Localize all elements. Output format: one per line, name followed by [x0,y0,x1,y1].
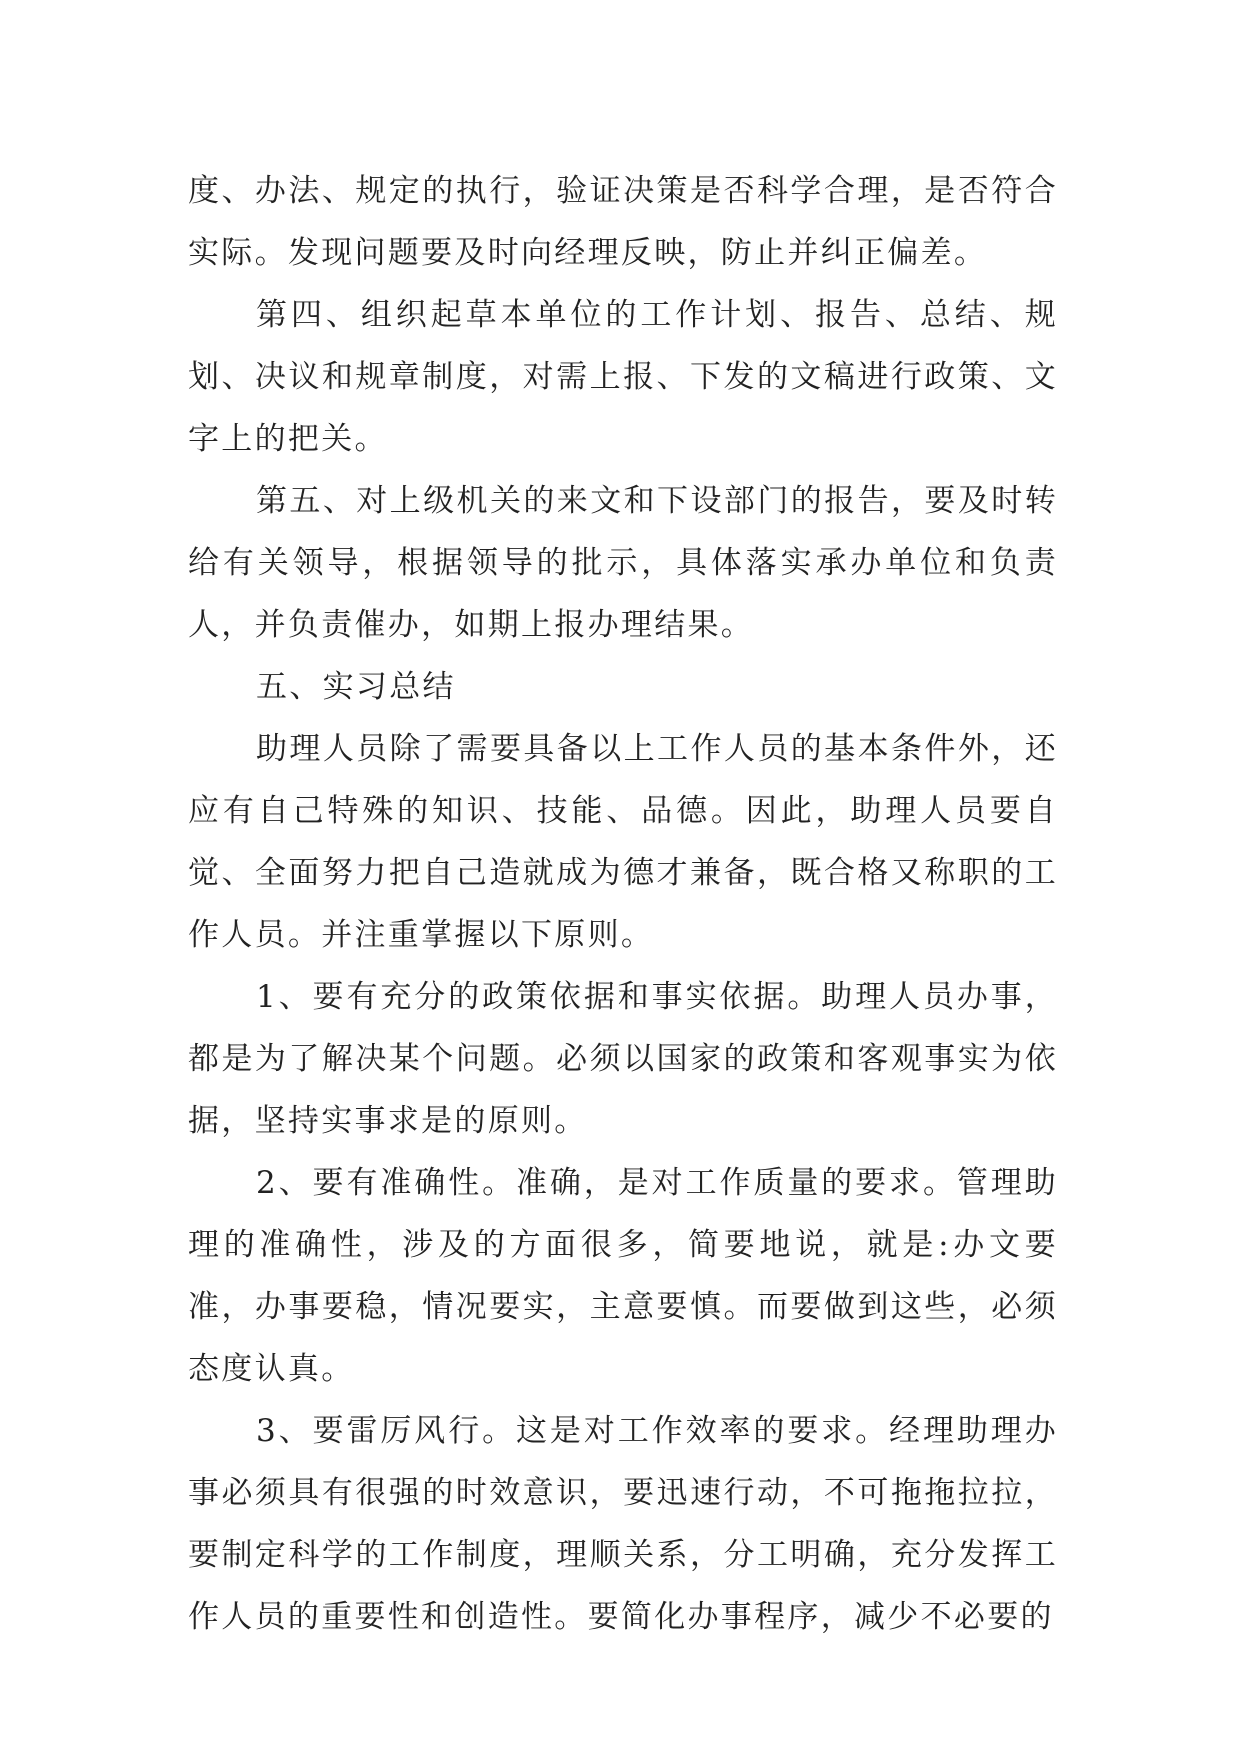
paragraph-continuation: 度、办法、规定的执行，验证决策是否科学合理，是否符合实际。发现问题要及时向经理反映，防止并纠正偏差。 [188,173,1058,271]
paragraph-item-four: 第四、组织起草本单位的工作计划、报告、总结、规划、决议和规章制度，对需上报、下发的文稿进行政策、文字上的把关。 [188,297,1058,457]
paragraph-summary-intro: 助理人员除了需要具备以上工作人员的基本条件外，还应有自己特殊的知识、技能、品德。因此，助理人员要自觉、全面努力把自己造就成为德才兼备，既合格又称职的工作人员。并注重掌握以下原则。 [188,731,1058,953]
section-heading-summary: 五、实习总结 [256,669,456,705]
paragraph-principle-3: 3、要雷厉风行。这是对工作效率的要求。经理助理办事必须具有很强的时效意识，要迅速行动，不可拖拖拉拉，要制定科学的工作制度，理顺关系，分工明确，充分发挥工作人员的重要性和创造性。要简化办事程序，减少不必要的 [188,1413,1058,1635]
document-body [188,160,1058,1648]
paragraph-principle-2: 2、要有准确性。准确，是对工作质量的要求。管理助理的准确性，涉及的方面很多，简要地说，就是:办文要准，办事要稳，情况要实，主意要慎。而要做到这些，必须态度认真。 [188,1165,1058,1387]
paragraph-item-five: 第五、对上级机关的来文和下设部门的报告，要及时转给有关领导，根据领导的批示，具体落实承办单位和负责人，并负责催办，如期上报办理结果。 [188,483,1058,643]
paragraph-principle-1: 1、要有充分的政策依据和事实依据。助理人员办事，都是为了解决某个问题。必须以国家的政策和客观事实为依据，坚持实事求是的原则。 [188,979,1058,1139]
